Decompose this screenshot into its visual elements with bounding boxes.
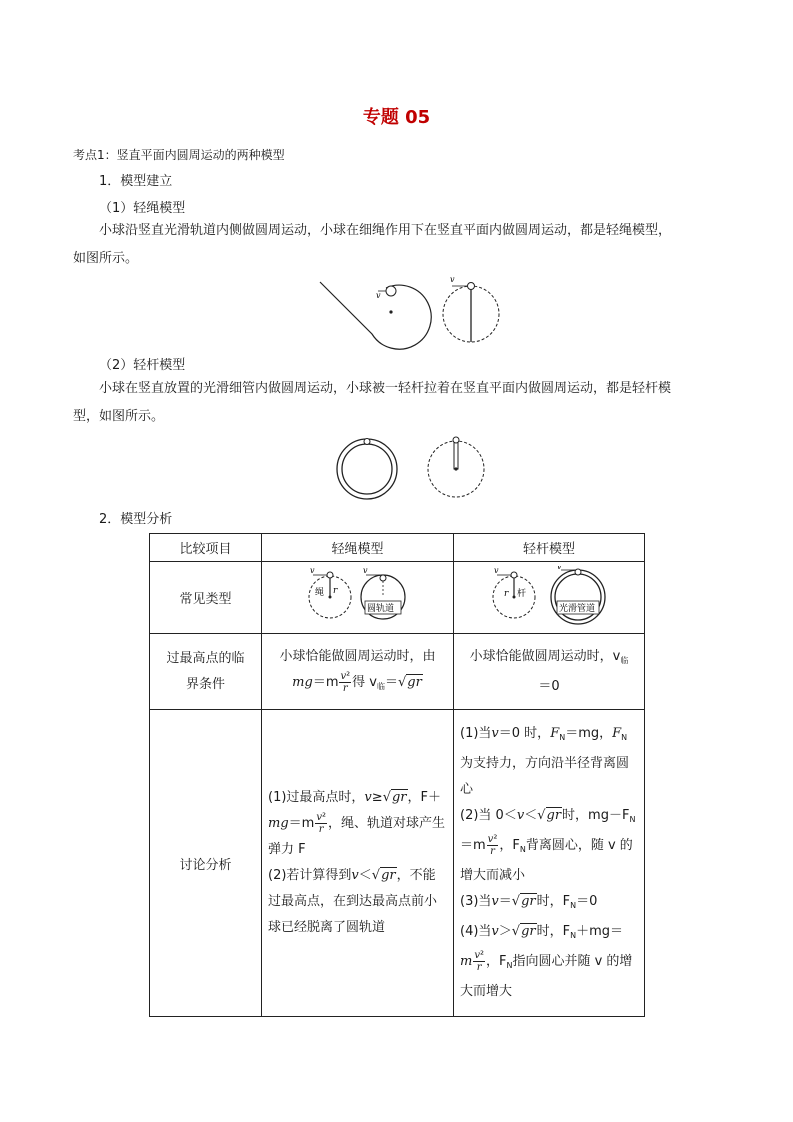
rod-types-figure xyxy=(487,566,611,626)
inner-track-diagram xyxy=(320,282,431,349)
radius-label: r xyxy=(504,588,509,599)
velocity-label: v xyxy=(376,291,381,300)
rope-model-figure xyxy=(300,270,510,350)
rope-model-paragraph-line1: 小球沿竖直光滑轨道内侧做圆周运动，小球在细绳作用下在竖直平面内做圆周运动，都是轻绳模型， xyxy=(99,223,672,238)
velocity-label: v xyxy=(450,275,455,284)
tube-diagram xyxy=(337,439,397,500)
rope-model-paragraph-line2: 如图所示。 xyxy=(73,251,139,266)
header-rod-model: 轻杆模型 xyxy=(454,534,645,562)
rod-types-cell xyxy=(454,562,645,634)
row-label-common-types: 常见类型 xyxy=(150,562,262,634)
subsection-rod-model: （2）轻杆模型 xyxy=(99,358,186,373)
rod-model-paragraph-line1: 小球在竖直放置的光滑细管内做圆周运动，小球被一轻杆拉着在竖直平面内做圆周运动，都是轻杆模 xyxy=(99,381,672,396)
section-model-building: 1．模型建立 xyxy=(99,174,173,189)
tube-label: 光滑管道 xyxy=(559,603,596,614)
table-row-common-types xyxy=(150,562,645,634)
table-row-discussion xyxy=(150,710,645,1017)
row-label-critical: 过最高点的临 界条件 xyxy=(150,634,262,710)
rod-model-figure xyxy=(330,432,500,502)
velocity-label: v xyxy=(494,565,499,575)
rod-circle-diagram xyxy=(428,437,484,497)
rod-critical-cell: 小球恰能做圆周运动时，$v_临$ ＝0 xyxy=(454,634,645,710)
rod-label: 杆 xyxy=(517,588,527,599)
rope-types-cell xyxy=(262,562,454,634)
velocity-label: v xyxy=(309,566,315,575)
rope-critical-cell: 小球恰能做圆周运动时，由 mg＝m $\frac{\text{v²}}{r}$ 得 $v_临=√gr$ xyxy=(262,634,454,710)
section-model-analysis: 2．模型分析 xyxy=(99,512,173,527)
header-compare-item: 比较项目 xyxy=(150,534,262,562)
table-header-row xyxy=(150,534,645,562)
comparison-table xyxy=(149,533,645,1017)
table-row-critical-condition xyxy=(150,634,645,710)
radius-label: r xyxy=(332,585,337,596)
velocity-label: v xyxy=(557,565,562,571)
exam-point-heading: 考点1：竖直平面内圆周运动的两种模型 xyxy=(73,148,285,162)
rope-discussion-cell: (1)过最高点时，v≥√gr，F＋ mg＝m $\frac{\text{v²}}{r}$ ，绳、轨道对球产生 弹力 F (2)若计算得到v＜√gr，不能 过最高点，在到达最高点前小 球已经脱离了圆轨道 xyxy=(262,710,454,1017)
page-title: 专题 05 xyxy=(362,107,431,128)
rope-label: 绳 xyxy=(314,587,324,598)
velocity-label: v xyxy=(362,566,368,575)
rope-circle-diagram xyxy=(443,275,499,342)
rod-model-paragraph-line2: 型，如图所示。 xyxy=(73,409,165,424)
rope-types-figure xyxy=(303,567,413,625)
rod-discussion-cell: (1)当v＝0 时，$F_N=mg$，$F_N$ 为支持力，方向沿半径背离圆 心 (2)当 0＜v＜√gr时，$mg-F_N$ ＝m $\frac{\text{v²}}{r}$ ，$F_N$背离圆心，随 v 的 增大而减小 (3)当v＝√gr时，$F_N=0$ (4)当v＞√gr时，$F_N+mg=$ m $\frac{\text{v²}}{r}$ ，$F_N$指向圆心并随 v 的增 大而增大 xyxy=(454,710,645,1017)
v-squared-over-r: $\frac{\text{v²}}{r}$ xyxy=(340,670,351,694)
track-label: 圆轨道 xyxy=(366,603,394,614)
subsection-rope-model: （1）轻绳模型 xyxy=(99,201,186,216)
row-label-discussion: 讨论分析 xyxy=(150,710,262,1017)
header-rope-model: 轻绳模型 xyxy=(262,534,454,562)
